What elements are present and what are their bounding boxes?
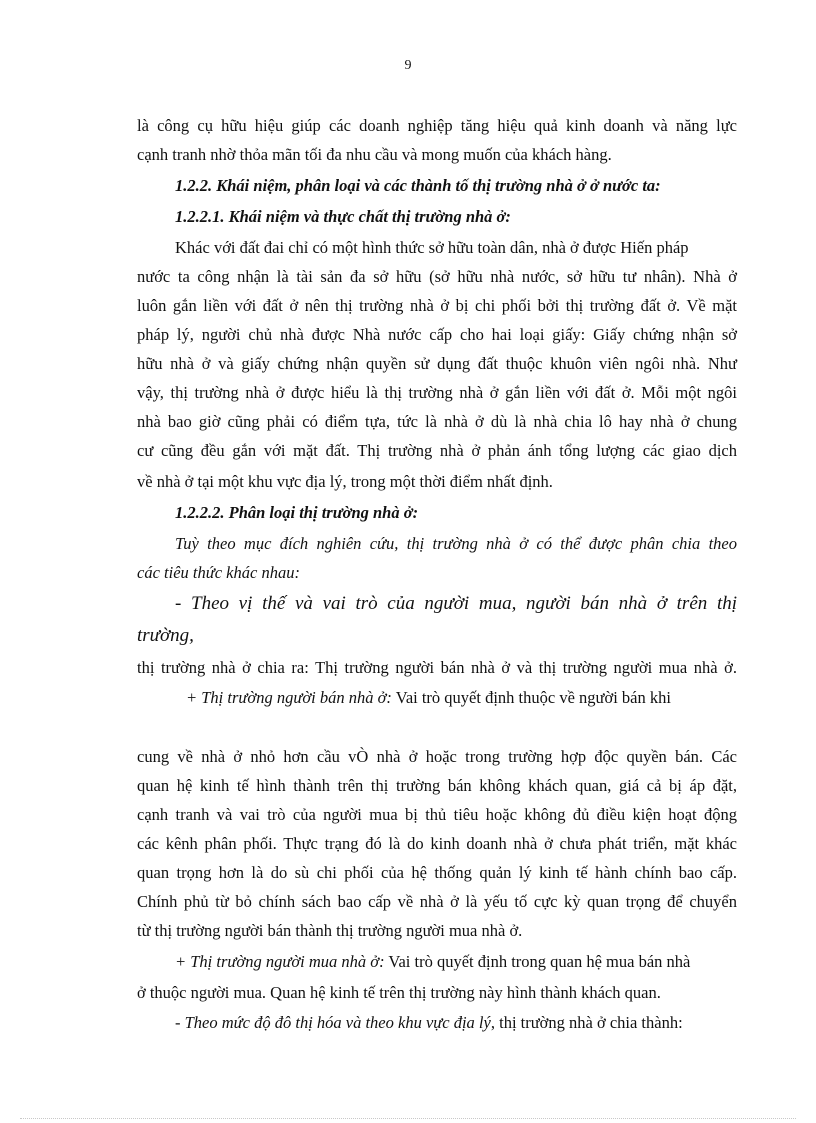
paragraph-line: ở thuộc người mua. Quan hệ kinh tế trên thị trường này hình thành khách quan. xyxy=(137,983,661,1002)
subsection-heading: 1.2.2.2. Phân loại thị trường nhà ở: xyxy=(175,503,419,522)
list-item xyxy=(175,1013,737,1033)
footer-divider xyxy=(20,1118,796,1119)
paragraph-line: Khác với đất đai chỉ có một hình thức sở hữu toàn dân, nhà ở được Hiến pháp xyxy=(175,238,689,257)
market-type-text: Vai trò quyết định thuộc về người bán khi xyxy=(391,688,671,707)
paragraph-line: về nhà ở tại một khu vực địa lý, trong một thời điểm nhất định. xyxy=(137,472,553,491)
market-type-text: Vai trò quyết định trong quan hệ mua bán nhà xyxy=(384,952,691,971)
market-type-label: + Thị trường người bán nhà ở: xyxy=(186,688,392,707)
paragraph-line: các tiêu thức khác nhau: xyxy=(137,563,300,582)
market-type-label: + Thị trường người mua nhà ở: xyxy=(175,952,385,971)
paragraph-line: cạnh tranh và vai trò của người mua bị thủ tiêu hoặc không đủ điều kiện hoạt động xyxy=(137,805,737,824)
subsection-heading: 1.2.2.1. Khái niệm và thực chất thị trường nhà ở: xyxy=(175,207,511,226)
paragraph-line: nhà bao giờ cũng phải có điểm tựa, tức là nhà ở dù là nhà chia lô hay nhà ở chung xyxy=(137,412,737,431)
list-item: - Theo vị thế và vai trò của người mua, người bán nhà ở trên thị xyxy=(175,593,737,614)
paragraph-line: pháp lý, người chủ nhà được Nhà nước cấp cho hai loại giấy: Giấy chứng nhận sở xyxy=(137,325,737,344)
paragraph-line: thị trường nhà ở chia ra: Thị trường người bán nhà ở và thị trường người mua nhà ở. xyxy=(137,658,737,677)
paragraph-line: cư cũng đều gắn với mặt đất. Thị trường nhà ở phản ánh tổng lượng các giao dịch xyxy=(137,441,737,460)
paragraph-line: hữu nhà ở và giấy chứng nhận quyền sử dụng đất thuộc khuôn viên ngôi nhà. Như xyxy=(137,354,737,373)
paragraph-line: vậy, thị trường nhà ở được hiểu là thị trường nhà ở gắn liền với đất ở. Mỗi một ngôi xyxy=(137,383,737,402)
paragraph-line: nước ta công nhận là tài sản đa sở hữu (sở hữu nhà nước, sở hữu tư nhân). Nhà ở xyxy=(137,267,737,286)
paragraph-line: từ thị trường người bán thành thị trường người mua nhà ở. xyxy=(137,921,523,940)
paragraph-line: luôn gắn liền với đất ở nên thị trường nhà ở bị chi phối bởi thị trường đất ở. Về mặt xyxy=(137,296,737,315)
criteria-label: - Theo mức độ đô thị hóa và theo khu vực địa lý xyxy=(175,1013,491,1032)
section-heading: 1.2.2. Khái niệm, phân loại và các thành tố thị trường nhà ở ở nước ta: xyxy=(175,176,661,195)
list-item xyxy=(175,952,737,972)
page-number: 9 xyxy=(404,58,412,73)
paragraph-line: quan trọng hơn là do sù chi phối của hệ thống quản lý kinh tế hành chính bao cấp. xyxy=(137,863,737,882)
paragraph-line: Tuỳ theo mục đích nghiên cứu, thị trường nhà ở có thể được phân chia theo xyxy=(175,534,737,553)
list-item xyxy=(186,688,737,708)
paragraph-line: Chính phủ từ bỏ chính sách bao cấp về nhà ở là yếu tố cực kỳ quan trọng để chuyển xyxy=(137,892,737,911)
list-item: trường, xyxy=(137,625,194,646)
paragraph-line: quan hệ kinh tế hình thành trên thị trường bán không khách quan, giá cả bị áp đặt, xyxy=(137,776,737,795)
paragraph-line: là công cụ hữu hiệu giúp các doanh nghiệp tăng hiệu quả kinh doanh và năng lực xyxy=(137,116,737,135)
paragraph-line: cạnh tranh nhờ thỏa mãn tối đa nhu cầu và mong muốn của khách hàng. xyxy=(137,145,612,164)
paragraph-line: cung về nhà ở nhỏ hơn cầu vÒ nhà ở hoặc trong trường hợp độc quyền bán. Các xyxy=(137,747,737,766)
paragraph-line: các kênh phân phối. Thực trạng đó là do kinh doanh nhà ở chưa phát triển, mặt khác xyxy=(137,834,737,853)
criteria-text: , thị trường nhà ở chia thành: xyxy=(490,1013,683,1032)
